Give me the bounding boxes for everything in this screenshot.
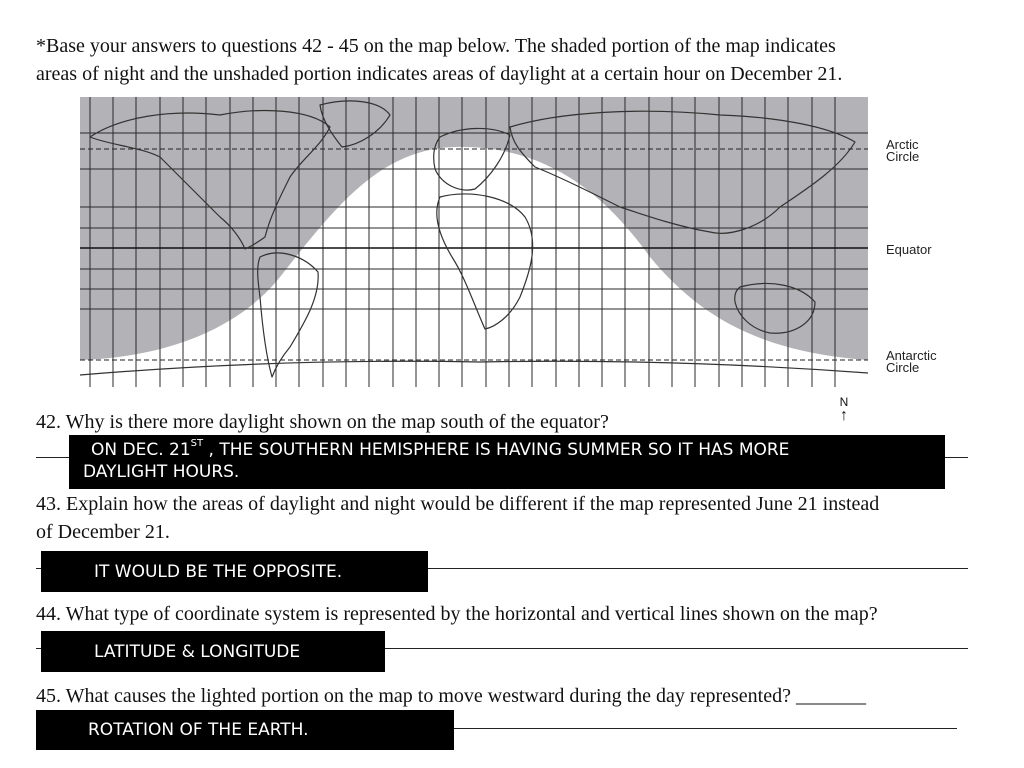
q42-answer-part-1: ON DEC. 21	[91, 440, 191, 460]
q42-answer-blank-left	[36, 457, 72, 458]
instructions-line-2: areas of night and the unshaded portion indicates areas of daylight at a certain hour on December 21.	[36, 63, 843, 85]
north-arrow-icon: ↑	[840, 407, 848, 424]
arctic-label-line-1: Arctic	[886, 137, 919, 152]
world-daylight-map	[80, 97, 937, 387]
q42-answer-part-2: , THE SOUTHERN HEMISPHERE IS HAVING SUMMER SO IT HAS MORE	[203, 440, 790, 460]
q42-answer-box	[69, 435, 945, 489]
q42-answer-line-2: DAYLIGHT HOURS.	[83, 462, 240, 482]
instructions-line-1: *Base your answers to questions 42 - 45 on the map below. The shaded portion of the map indicates	[36, 35, 836, 57]
q42-answer-line-1	[83, 439, 945, 461]
q45-answer-box: ROTATION OF THE EARTH.	[36, 710, 454, 750]
antarctic-label-line-2: Circle	[886, 360, 920, 375]
arctic-label-line-2: Circle	[886, 149, 920, 164]
question-45-text: 45. What causes the lighted portion on the map to move westward during the day represented? _______	[36, 685, 866, 707]
instructions-paragraph	[36, 32, 996, 88]
antarctica-outline	[80, 361, 868, 375]
antarctic-circle-label	[886, 350, 937, 374]
equator-label: Equator	[886, 242, 932, 257]
arctic-circle-label	[886, 139, 919, 163]
question-43-line-1: 43. Explain how the areas of daylight and night would be different if the map represented June 21 instead	[36, 493, 880, 515]
question-42-text: 42. Why is there more daylight shown on the map south of the equator?	[36, 411, 609, 433]
question-43-text	[36, 490, 1006, 546]
map-graphic	[80, 97, 868, 387]
q42-answer-superscript: ST	[190, 438, 204, 449]
q44-answer-box: LATITUDE & LONGITUDE	[41, 631, 385, 672]
question-44-text: 44. What type of coordinate system is represented by the horizontal and vertical lines shown on the map?	[36, 603, 878, 625]
q42-answer-blank-right	[944, 457, 968, 458]
q43-answer-box: IT WOULD BE THE OPPOSITE.	[41, 551, 428, 592]
antarctic-label-line-1: Antarctic	[886, 348, 937, 363]
north-label: N	[839, 395, 849, 409]
question-43-line-2: of December 21.	[36, 521, 170, 543]
